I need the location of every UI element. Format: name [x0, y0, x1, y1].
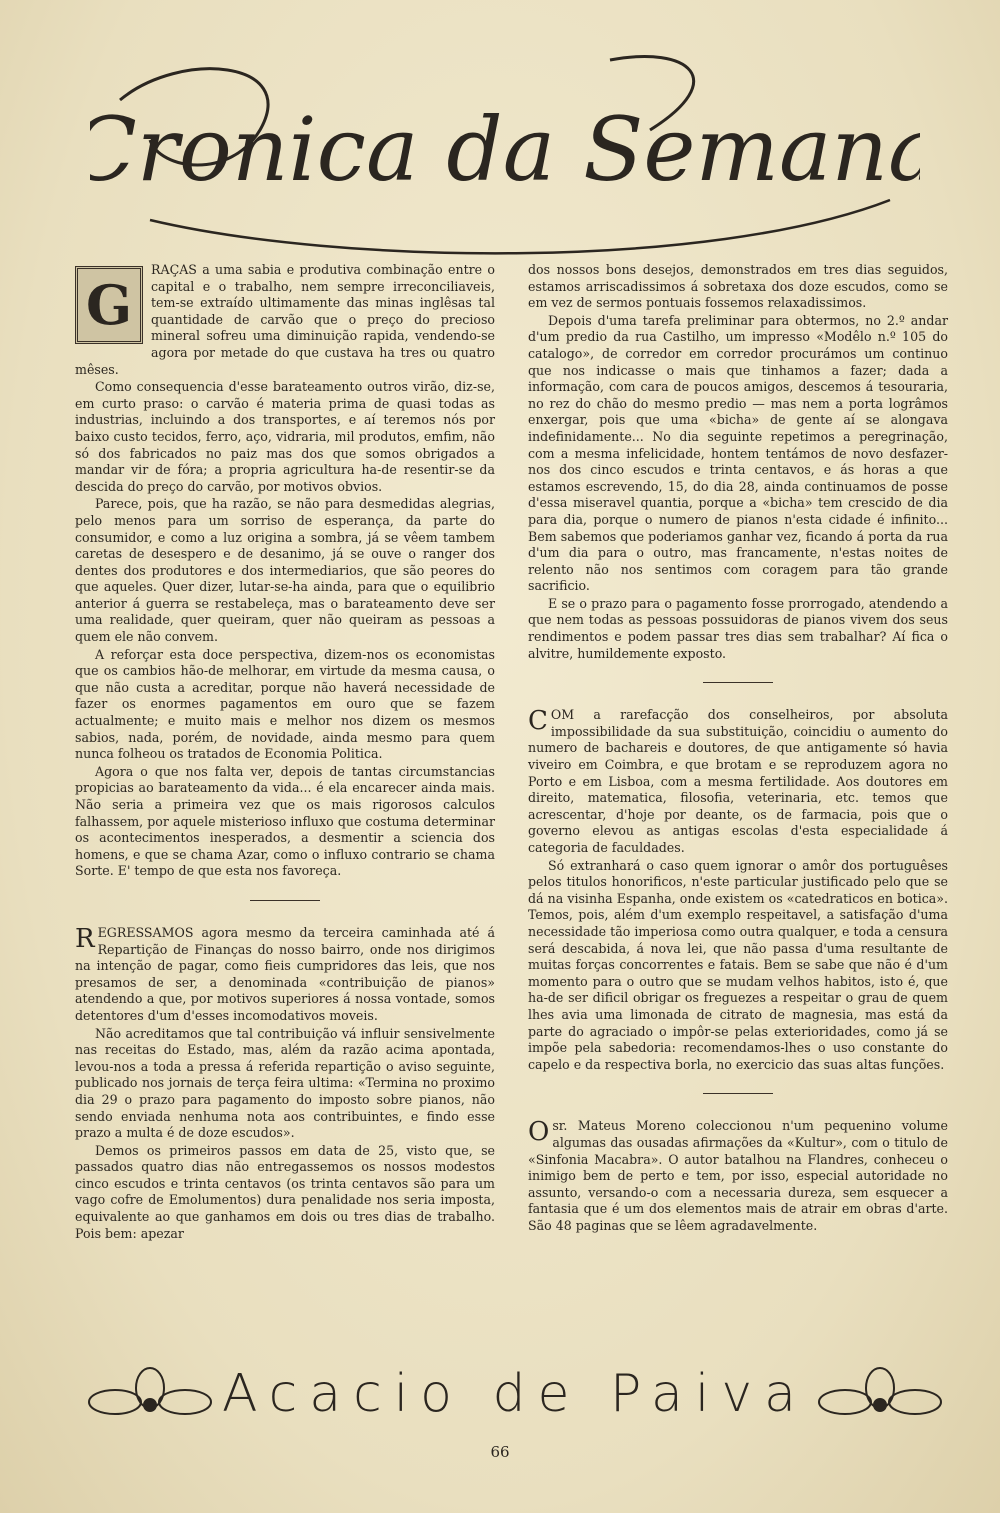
- column-left: [75, 262, 495, 1243]
- drop-cap: G: [75, 266, 143, 344]
- signature-block: [80, 1360, 950, 1435]
- page-number: 66: [490, 1443, 510, 1461]
- initial-letter: R: [75, 923, 95, 954]
- paragraph: Depois d'uma tarefa preliminar para obtermos, no 2.º andar d'um predio da rua Castilho, um impresso «Modêlo n.º 105 do catalogo», de corredor em corredor procurámos um continuo que nos indicasse o mais que tinhamos a fazer; dada a informação, com cara de poucos amigos, descemos á tesouraria, no rez do chão do mesmo predio — mas nem a porta logrâmos enxergar, pois que uma «bicha» de gente aí se alongava indefinidamente... No dia seguinte repetimos a peregrinação, com a mesma infelicidade, hontem tentámos de novo desfazer-nos dos cinco escudos e trinta centavos, e ás horas a que estamos escrevendo, 15, do dia 28, ainda continuamos de posse d'essa miseravel quantia, porque a «bicha» tem crescido de dia para dia, porque o numero de pianos n'esta cidade é infinito... Bem sabemos que poderiamos ganhar vez, ficando á porta da rua d'um dia para o outro, mas francamente, n'estas noites de relento não nos sentimos com coragem para tão grande sacrificio.: [528, 312, 948, 594]
- author-signature: Acacio de Paiva: [222, 1364, 808, 1424]
- column-right: [528, 262, 948, 1235]
- paragraph: Não acreditamos que tal contribuição vá influir sensivelmente nas receitas do Estado, mas, além da razão acima apontada, levou-nos a toda a pressa á referida repartição o aviso seguinte, publicado nos jornais de terça feira ultima: «Termina no proximo dia 29 o prazo para pagamento do imposto sobre pianos, não sendo enviada nenhuma nota aos contribuintes, e findo esse prazo a multa é de doze escudos».: [75, 1025, 495, 1141]
- paragraph: dos nossos bons desejos, demonstrados em tres dias seguidos, estamos arriscadissimos á sobretaxa dos doze escudos, como se em vez de sermos pontuais fossemos relaxadissimos.: [528, 262, 948, 311]
- initial-letter: C: [528, 706, 548, 737]
- paragraph: E se o prazo para o pagamento fosse prorrogado, atendendo a que nem todas as pessoas possuidoras de pianos vivem dos seus rendimentos e podem passar tres dias sem trabalhar? Aí fica o alvitre, humildemente exposto.: [528, 595, 948, 661]
- paragraph: Parece, pois, que ha razão, se não para desmedidas alegrias, pelo menos para um sorriso de esperança, da parte do consumidor, e como a luz origina a sombra, já se vêem tambem caretas de desespero e de desanimo, já se ouve o ranger dos dentes dos produtores e dos intermediarios, que são peores do que aqueles. Quer dizer, lutar-se-ha ainda, para que o equilibrio anterior á guerra se restabeleça, mas o barateamento deve ser uma realidade, quer queiram, quer não queiram as pessoas a quem ele não convem.: [75, 496, 495, 645]
- section-separator: [703, 682, 773, 683]
- paragraph: RAÇAS a uma sabia e produtiva combinação entre o capital e o trabalho, nem sempre irreconciliaveis, tem-se extraído ultimamente das minas inglêsas tal quantidade de carvão que o preço do precioso mineral sofreu uma diminuição rapida, vendendo-se agora por metade do que custava ha tres ou quatro mêses.: [75, 262, 495, 377]
- masthead-text: Cronica da Semana: [90, 98, 920, 201]
- paragraph: Só extranhará o caso quem ignorar o amôr dos portuguêses pelos titulos honorificos, n'este particular justificado pelo que se dá na visinha Espanha, onde existem os «catedraticos en botica». Temos, pois, além d'um exemplo respeitavel, a satisfação d'uma necessidade tão imperiosa como outra qualquer, e toda a censura será descabida, á nova lei, que não passa d'uma resultante de muitas forças concorrentes e fatais. Bem se sabe que não é d'um momento para o outro que se mudam velhos habitos, isto é, que ha-de ser dificil obrigar os freguezes a respeitar o grau de quem lhes avia uma limonada de citrato de magnesia, mas está da parte do agraciado o impôr-se pelas exterioridades, como já se impõe pela sabedoria: recomendamos-lhes o uso constante do capelo e da respectiva borla, no exercicio das suas altas funções.: [528, 857, 948, 1072]
- section-separator: [703, 1093, 773, 1094]
- paragraph: Demos os primeiros passos em data de 25, visto que, se passados quatro dias não entregassemos os nossos modestos cinco escudos e trinta centavos (os trinta centavos são para um vago cofre de Emolumentos) dura penalidade nos seria imposta, equivalente ao que ganhamos em dois ou tres dias de trabalho. Pois bem: apezar: [75, 1142, 495, 1241]
- paragraph: REGRESSAMOS agora mesmo da terceira caminhada até á Repartição de Finanças do nosso bairro, onde nos dirigimos na intenção de pagar, como fieis cumpridores das leis, que nos presamos de ser, a denominada «contribuição de pianos» atendendo a que, por motivos superiores á nossa vontade, somos detentores d'um d'esses incomodativos moveis.: [75, 923, 495, 1023]
- paragraph: Como consequencia d'esse barateamento outros virão, diz-se, em curto praso: o carvão é materia prima de quasi todas as industrias, incluindo a dos transportes, e aí teremos nós por baixo custo tecidos, ferro, aço, vidraria, mil produtos, emfim, não só dos fabricados no paiz mas dos que somos obrigados a mandar vir de fóra; a propria agricultura ha-de resentir-se da descida do preço do carvão, por motivos obvios.: [75, 379, 495, 494]
- paragraph: A reforçar esta doce perspectiva, dizem-nos os economistas que os cambios hão-de melhorar, em virtude da mesma causa, o que não custa a acreditar, porque não haverá necessidade de fazer os enormes pagamentos em ouro que se fazem actualmente; e muito mais e melhor nos dizem os mesmos sabios, nada, porém, de novidade, ainda mesmo para quem nunca folheou os tratados de Economia Politica.: [75, 646, 495, 762]
- paragraph: Osr. Mateus Moreno coleccionou n'um pequenino volume algumas das ousadas afirmações da «Kultur», com o titulo de «Sinfonia Macabra». O autor batalhou na Flandres, conheceu o inimigo bem de perto e tem, por isso, especial autoridade no assunto, versando-o com a necessaria dureza, sem esquecer a fantasia que é um dos elementos mais de atrair em obras d'arte. São 48 paginas que se lêem agradavelmente.: [528, 1117, 948, 1233]
- paragraph: Agora o que nos falta ver, depois de tantas circumstancias propicias ao barateamento da vida... é ela encarecer ainda mais. Não seria a primeira vez que os mais rigorosos calculos falhassem, por aquele misterioso influxo que costuma determinar os acontecimentos inesperados, a desmentir a sciencia dos homens, e que se chama Azar, como o influxo contrario se chama Sorte. E' tempo de que esta nos favoreça.: [75, 763, 495, 879]
- paragraph: COM a rarefacção dos conselheiros, por absoluta impossibilidade da sua substituição, coincidiu o aumento do numero de bachareis e doutores, de que antigamente só havia viveiro em Coimbra, e que brotam e se reproduzem agora no Porto e em Lisboa, com a mesma fertilidade. Aos doutores em direito, matematica, filosofia, veterinaria, etc. temos que acrescentar, d'hoje por deante, os de farmacia, pois que o governo elevou as antigas escolas d'esta especialidade á categoria de faculdades.: [528, 706, 948, 855]
- masthead-title: [90, 40, 920, 275]
- initial-letter: O: [528, 1117, 550, 1148]
- section-separator: [250, 900, 320, 901]
- masthead-ornament: [90, 40, 920, 275]
